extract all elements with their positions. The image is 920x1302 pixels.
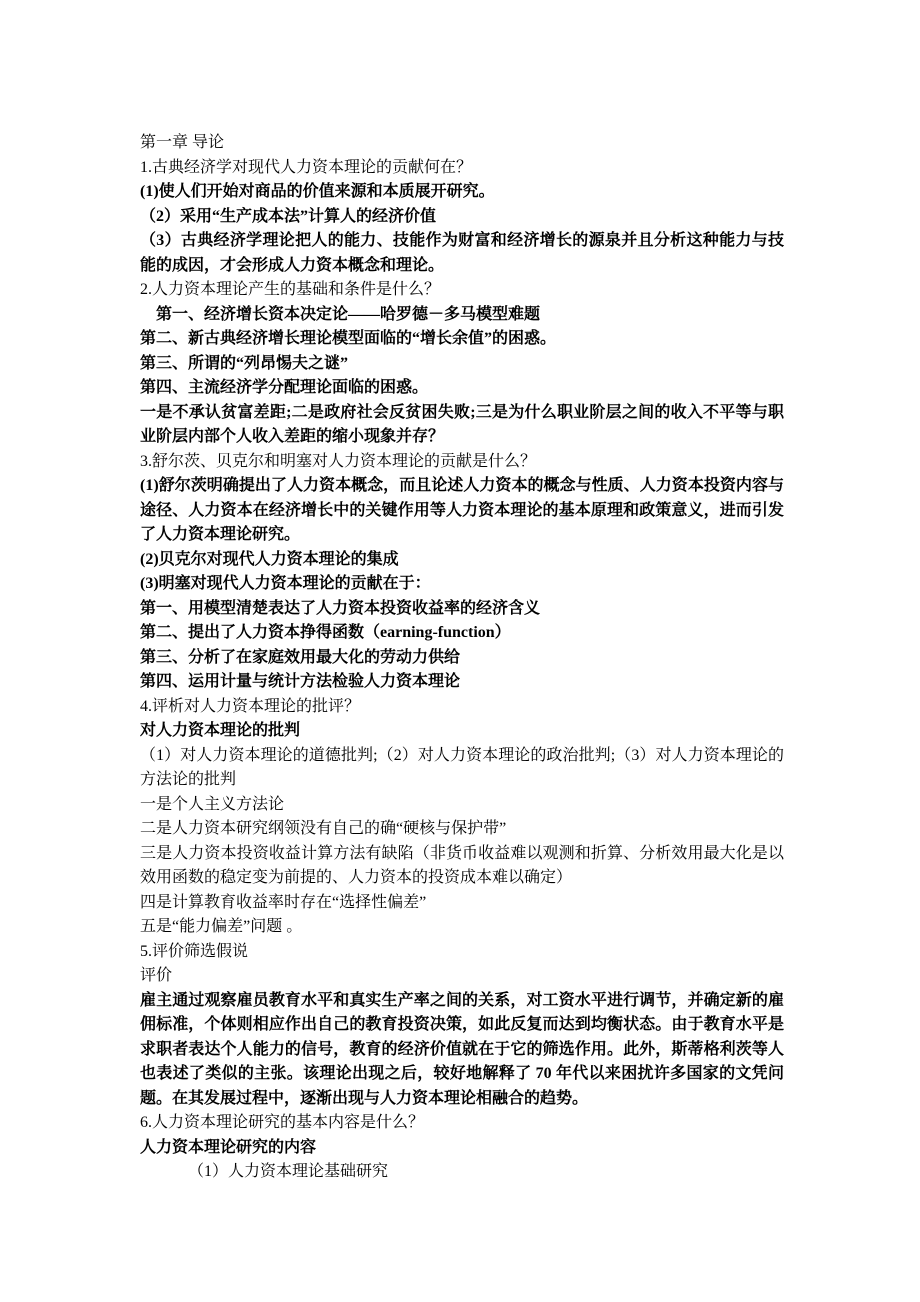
answer-paragraph: 第一、用模型清楚表达了人力资本投资收益率的经济含义 — [140, 599, 541, 617]
chapter-title: 第一章 导论 — [140, 134, 225, 151]
answer-paragraph: 雇主通过观察雇员教育水平和真实生产率之间的关系，对工资水平进行调节，并确定新的雇佣标准，个体则相应作出自己的教育投资决策，如此反复而达到均衡状态。由于教育水平是求职者表达个人能力的信号，教育的经济价值就在于它的筛选作用。此外，斯蒂格利茨等人也表述了类似的主张。该理论出现之后，较好地解释了 70 年代以来困扰许多国家的文凭问题。在其发展过程中，逐渐出现与人力资本理论相融合的趋势。 — [140, 991, 784, 1107]
answer-paragraph: 第三、分析了在家庭效用最大化的劳动力供给 — [140, 648, 461, 666]
answer-paragraph: 四是计算教育收益率时存在“选择性偏差” — [140, 893, 427, 911]
answer-paragraph: （1）人力资本理论基础研究 — [188, 1163, 389, 1180]
answer-paragraph: 二是人力资本研究纲领没有自己的确“硬核与保护带” — [140, 820, 507, 837]
section-subheading: 人力资本理论研究的内容 — [140, 1138, 317, 1156]
question-heading: 2.人力资本理论产生的基础和条件是什么？ — [140, 281, 441, 298]
section-subheading: 对人力资本理论的批判 — [140, 722, 301, 739]
answer-paragraph: 一是不承认贫富差距;二是政府社会反贫困失败;三是为什么职业阶层之间的收入不平等与职业阶层内部个人收入差距的缩小现象并存？ — [140, 403, 784, 445]
answer-paragraph: 第二、新古典经济增长理论模型面临的“增长余值”的困惑。 — [140, 330, 557, 347]
answer-paragraph: 第三、所谓的“列昂惕夫之谜” — [140, 354, 349, 372]
answer-paragraph: 第四、运用计量与统计方法检验人力资本理论 — [140, 673, 461, 690]
answer-paragraph: 五是“能力偏差”问题 。 — [140, 918, 303, 935]
answer-paragraph: 第一、经济增长资本决定论——哈罗德－多马模型难题 — [156, 305, 541, 323]
document-body — [140, 131, 784, 1185]
section-subheading: 评价 — [140, 967, 173, 984]
answer-paragraph: 第四、主流经济学分配理论面临的困惑。 — [140, 379, 429, 396]
answer-paragraph: 第二、提出了人力资本挣得函数（earning-function） — [140, 624, 511, 641]
question-heading: 5.评价筛选假说 — [140, 942, 249, 960]
question-heading: 6.人力资本理论研究的基本内容是什么？ — [140, 1114, 425, 1131]
answer-paragraph: 一是个人主义方法论 — [140, 795, 285, 813]
answer-paragraph: (3)明塞对现代人力资本理论的贡献在于： — [140, 575, 431, 592]
answer-paragraph: （1）对人力资本理论的道德批判;（2）对人力资本理论的政治批判;（3）对人力资本理论的方法论的批判 — [140, 746, 784, 788]
answer-paragraph: （3）古典经济学理论把人的能力、技能作为财富和经济增长的源泉并且分析这种能力与技能的成因，才会形成人力资本概念和理论。 — [140, 232, 784, 274]
answer-paragraph: 三是人力资本投资收益计算方法有缺陷（非货币收益难以观测和折算、分析效用最大化是以效用函数的稳定变为前提的、人力资本的投资成本难以确定） — [140, 844, 784, 886]
answer-paragraph: (1)舒尔茨明确提出了人力资本概念，而且论述人力资本的概念与性质、人力资本投资内容与途径、人力资本在经济增长中的关键作用等人力资本理论的基本原理和政策意义，进而引发了人力资本理论研究。 — [140, 477, 784, 543]
answer-paragraph: (2)贝克尔对现代人力资本理论的集成 — [140, 550, 399, 568]
answer-paragraph: (1)使人们开始对商品的价值来源和本质展开研究。 — [140, 183, 495, 200]
question-heading: 4.评析对人力资本理论的批评？ — [140, 697, 361, 715]
question-heading: 3.舒尔茨、贝克尔和明塞对人力资本理论的贡献是什么？ — [140, 452, 537, 470]
question-heading: 1.古典经济学对现代人力资本理论的贡献何在？ — [140, 158, 473, 176]
answer-paragraph: （2）采用“生产成本法”计算人的经济价值 — [140, 207, 437, 225]
